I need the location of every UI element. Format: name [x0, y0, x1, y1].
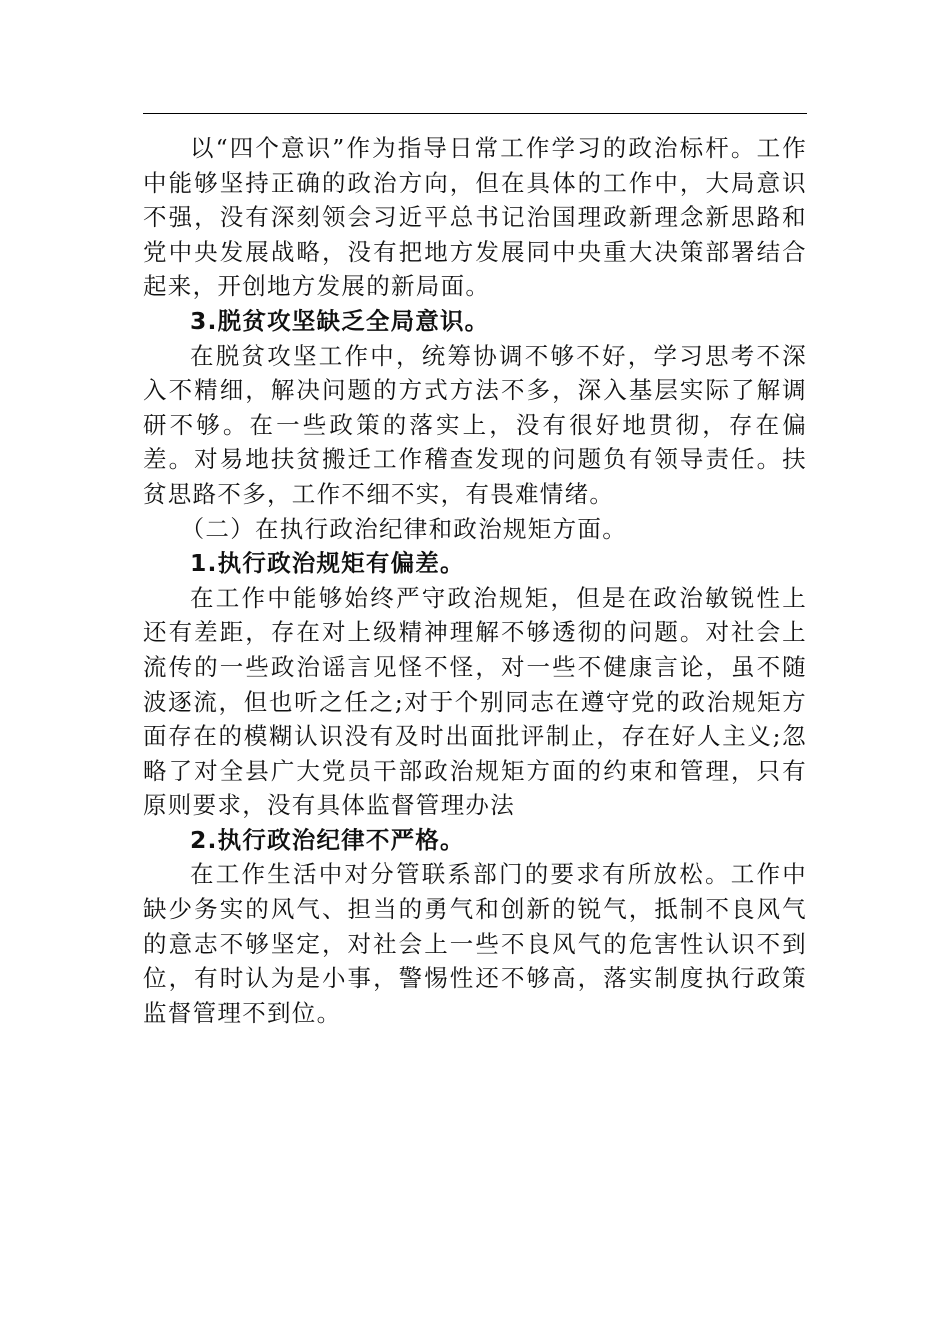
paragraph-political-rules: 在工作中能够始终严守政治规矩，但是在政治敏锐性上还有差距，存在对上级精神理解不够透彻的问题。对社会上流传的一些政治谣言见怪不怪，对一些不健康言论，虽不随波逐流，但也听之任之;对于个别同志在遵守党的政治规矩方面存在的模糊认识没有及时出面批评制止，存在好人主义;忽略了对全县广大党员干部政治规矩方面的约束和管理，只有原则要求，没有具体监督管理办法 [143, 583, 807, 820]
document-body [143, 131, 807, 1030]
paragraph-political-discipline: 在工作生活中对分管联系部门的要求有所放松。工作中缺少务实的风气、担当的勇气和创新的锐气，抵制不良风气的意志不够坚定，对社会上一些不良风气的危害性认识不到位，有时认为是小事，警惕性还不够高，落实制度执行政策监督管理不到位。 [143, 860, 807, 1027]
heading-poverty-alleviation: 3.脱贫攻坚缺乏全局意识。 [190, 306, 490, 335]
header-rule [143, 113, 807, 114]
paragraph-four-consciousness: 以“四个意识”作为指导日常工作学习的政治标杆。工作中能够坚持正确的政治方向，但在具体的工作中，大局意识不强，没有深刻领会习近平总书记治国理政新理念新思路和党中央发展战略，没有把地方发展同中央重大决策部署结合起来，开创地方发展的新局面。 [143, 134, 807, 301]
heading-political-discipline: 2.执行政治纪律不严格。 [190, 825, 465, 854]
paragraph-poverty-alleviation: 在脱贫攻坚工作中，统筹协调不够不好，学习思考不深入不精细，解决问题的方式方法不多，深入基层实际了解调研不够。在一些政策的落实上，没有很好地贯彻，存在偏差。对易地扶贫搬迁工作稽查发现的问题负有领导责任。扶贫思路不多，工作不细不实，有畏难情绪。 [143, 341, 807, 508]
heading-political-rules: 1.执行政治规矩有偏差。 [190, 549, 465, 578]
section-heading-political-discipline: （二）在执行政治纪律和政治规矩方面。 [180, 514, 627, 543]
